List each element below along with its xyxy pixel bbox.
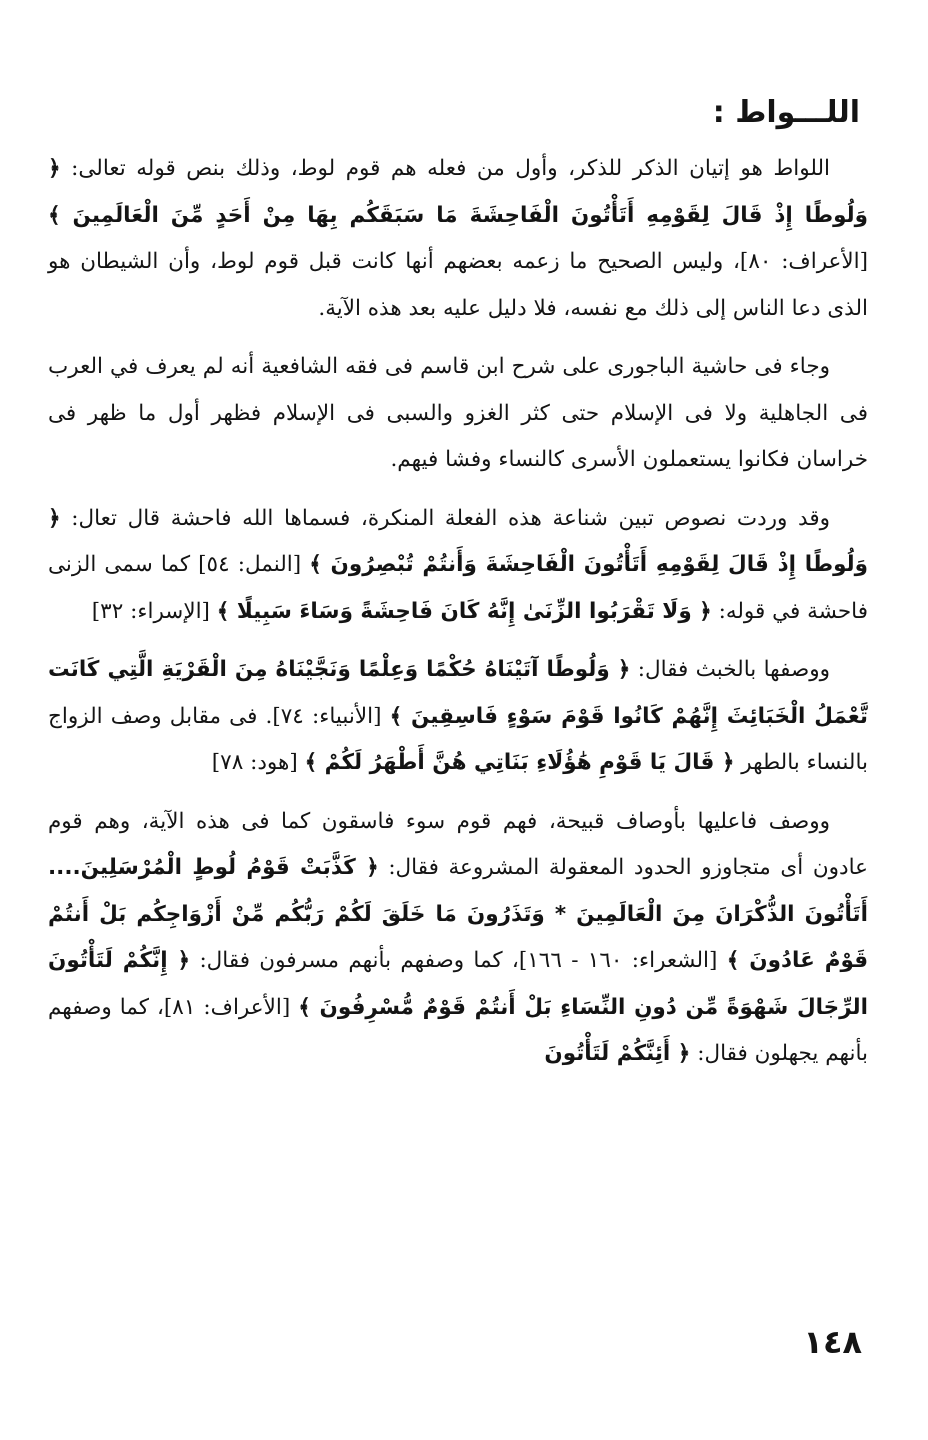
quran-verse: ﴿ قَالَ يَا قَوْمِ هَٰؤُلَاءِ بَنَاتِي هُنَّ أَطْهَرُ لَكُمْ ﴾ xyxy=(304,750,735,775)
quran-verse: ﴿ وَلُوطًا آتَيْنَاهُ حُكْمًا وَعِلْمًا وَنَجَّيْنَاهُ مِنَ الْقَرْيَةِ الَّتِي كَانَت تَّعْمَلُ الْخَبَائِثَ إِنَّهُمْ كَانُوا قَوْمَ سَوْءٍ فَاسِقِينَ ﴾ xyxy=(48,657,869,729)
paragraph-4 xyxy=(48,647,868,787)
paragraph-text: [الأعراف: ٨١]، كما وصفهم بأنهم يجهلون فقال: xyxy=(48,994,868,1066)
paragraph-text: ووصفها بالخبث فقال: xyxy=(630,657,830,682)
paragraph-text: وقد وردت نصوص تبين شناعة هذه الفعلة المنكرة، فسماها الله فاحشة قال تعال: xyxy=(60,505,830,531)
quran-verse: ﴿ وَلَا تَقْرَبُوا الزِّنَىٰ إِنَّهُ كَانَ فَاحِشَةً وَسَاءَ سَبِيلًا ﴾ xyxy=(216,598,712,624)
paragraph-text: [النمل: ٥٤] كما سمى الزنى فاحشة في قوله: xyxy=(48,552,868,624)
paragraph-text: [الشعراء: ١٦٠ - ١٦٦]، كما وصفهم بأنهم مسرفون فقال: xyxy=(190,948,727,973)
quran-verse: ﴿ وَلُوطًا إِذْ قَالَ لِقَوْمِهِ أَتَأْتُونَ الْفَاحِشَةَ وَأَنتُمْ تُبْصِرُونَ ﴾ xyxy=(48,505,868,577)
paragraph-text: اللواط هو إتيان الذكر للذكر، وأول من فعله هم قوم لوط، وذلك بنص قوله تعالى: xyxy=(60,156,830,181)
section-heading: اللـــواط : xyxy=(712,95,860,130)
paragraph-2 xyxy=(48,344,868,484)
paragraph-text: وجاء فى حاشية الباجورى على شرح ابن قاسم فى فقه الشافعية أنه لم يعرف في العرب فى الجاهلية ولا فى الإسلام حتى كثر الغزو والسبى فى الإسلام فظهر أول ما ظهر فى خراسان فكانوا يستعملون الأسرى كالنساء وفشا فيهم. xyxy=(48,354,868,472)
quran-verse: ﴿ أَئِنَّكُمْ لَتَأْتُونَ xyxy=(544,1041,691,1066)
page-number: ١٤٨ xyxy=(803,1323,862,1361)
paragraph-text: ووصف فاعليها بأوصاف قبيحة، فهم قوم سوء فاسقون كما فى هذه الآية، وهم قوم عادون أى متجاوزو الحدود المعقولة المشروعة فقال: xyxy=(48,808,869,880)
verse-reference: [هود: ٧٨] xyxy=(211,750,305,775)
quran-verse: ﴿ كَذَّبَتْ قَوْمُ لُوطٍ الْمُرْسَلِينَ.... أَتَأْتُونَ الذُّكْرَانَ مِنَ الْعَالَمِينَ * وَتَذَرُونَ مَا خَلَقَ لَكُمْ رَبُّكُم مِّنْ أَزْوَاجِكُم بَلْ أَنتُمْ قَوْمٌ عَادُونَ ﴾ xyxy=(48,855,869,973)
paragraph-3 xyxy=(48,496,868,636)
paragraph-text: [الأنبياء: ٧٤]. فى مقابل وصف الزواج بالنساء بالطهر xyxy=(48,703,868,775)
quran-verse: ﴿ وَلُوطًا إِذْ قَالَ لِقَوْمِهِ أَتَأْتُونَ الْفَاحِشَةَ مَا سَبَقَكُم بِهَا مِنْ أَحَدٍ مِّنَ الْعَالَمِينَ ﴾ xyxy=(48,156,868,228)
page-body xyxy=(48,92,868,1372)
paragraph-1 xyxy=(48,146,868,332)
paragraph-5 xyxy=(48,799,868,1078)
paragraph-text: [الأعراف: ٨٠]، وليس الصحيح ما زعمه بعضهم أنها كانت قبل قوم لوط، وأن الشيطان هو الذى دعا الناس إلى ذلك مع نفسه، فلا دليل عليه بعد هذه الآية. xyxy=(48,249,869,321)
verse-reference: [الإسراء: ٣٢] xyxy=(91,598,217,624)
quran-verse: ﴿ إِنَّكُمْ لَتَأْتُونَ الرِّجَالَ شَهْوَةً مِّن دُونِ النِّسَاءِ بَلْ أَنتُمْ قَوْمٌ مُّسْرِفُونَ ﴾ xyxy=(48,948,868,1020)
